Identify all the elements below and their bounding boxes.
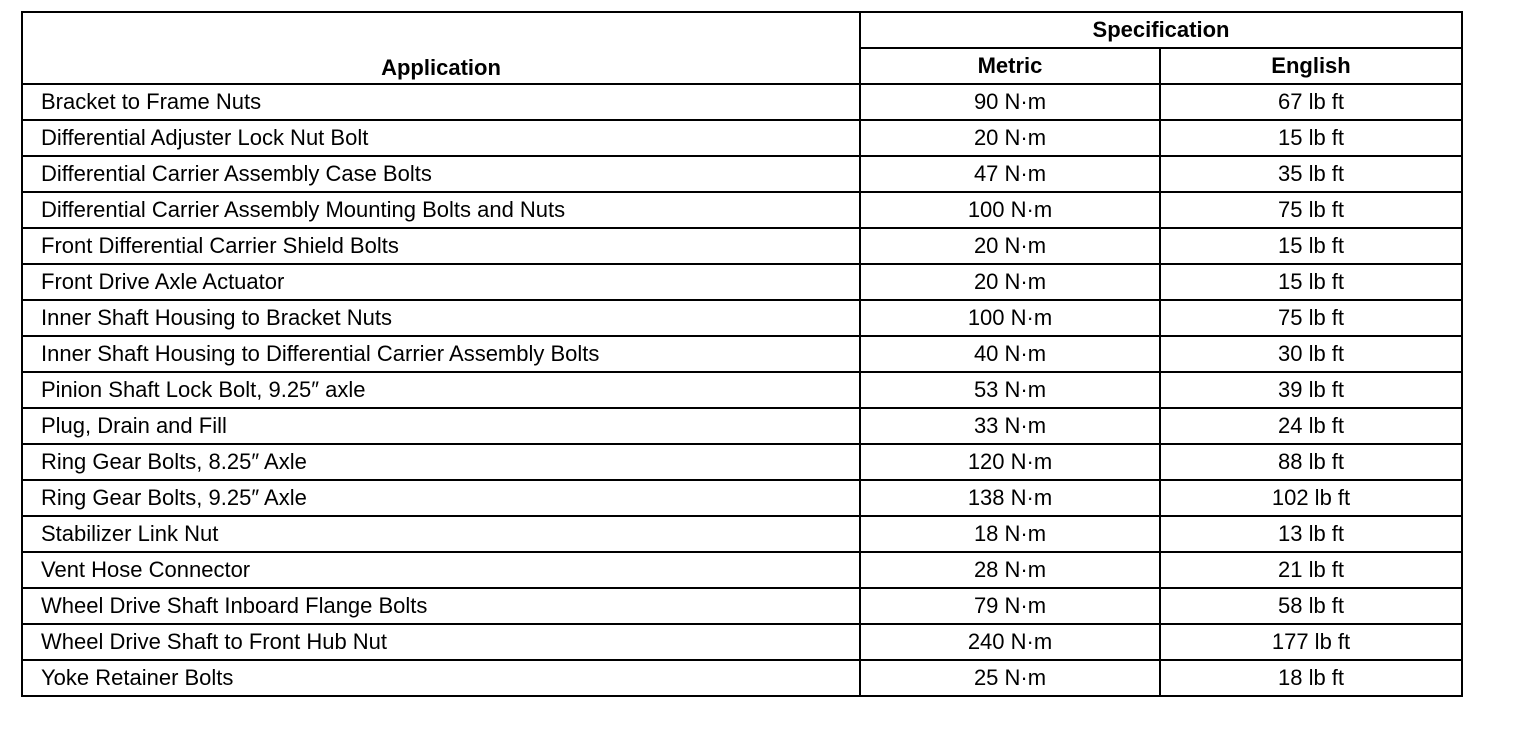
metric-cell: 240 N·m [860, 624, 1160, 660]
english-cell: 18 lb ft [1160, 660, 1462, 696]
metric-cell: 120 N·m [860, 444, 1160, 480]
table-row [22, 660, 1462, 696]
table-row [22, 444, 1462, 480]
table-row [22, 588, 1462, 624]
english-cell: 177 lb ft [1160, 624, 1462, 660]
table-row [22, 156, 1462, 192]
table-row [22, 192, 1462, 228]
english-cell: 15 lb ft [1160, 120, 1462, 156]
metric-header: Metric [860, 48, 1160, 84]
metric-cell: 28 N·m [860, 552, 1160, 588]
metric-cell: 20 N·m [860, 228, 1160, 264]
application-cell: Plug, Drain and Fill [22, 408, 860, 444]
english-cell: 67 lb ft [1160, 84, 1462, 120]
application-cell: Differential Adjuster Lock Nut Bolt [22, 120, 860, 156]
english-cell: 75 lb ft [1160, 192, 1462, 228]
table-row [22, 120, 1462, 156]
application-header: Application [22, 12, 860, 84]
table-body [22, 84, 1462, 696]
metric-cell: 79 N·m [860, 588, 1160, 624]
english-cell: 13 lb ft [1160, 516, 1462, 552]
metric-cell: 40 N·m [860, 336, 1160, 372]
metric-cell: 20 N·m [860, 120, 1160, 156]
table-row [22, 228, 1462, 264]
english-cell: 88 lb ft [1160, 444, 1462, 480]
table-row [22, 624, 1462, 660]
table-row [22, 372, 1462, 408]
application-cell: Front Differential Carrier Shield Bolts [22, 228, 860, 264]
application-cell: Yoke Retainer Bolts [22, 660, 860, 696]
application-cell: Vent Hose Connector [22, 552, 860, 588]
metric-cell: 90 N·m [860, 84, 1160, 120]
metric-cell: 100 N·m [860, 192, 1160, 228]
table-header [22, 12, 1462, 84]
table-row [22, 300, 1462, 336]
metric-cell: 20 N·m [860, 264, 1160, 300]
application-cell: Wheel Drive Shaft to Front Hub Nut [22, 624, 860, 660]
english-cell: 39 lb ft [1160, 372, 1462, 408]
application-cell: Pinion Shaft Lock Bolt, 9.25″ axle [22, 372, 860, 408]
english-cell: 15 lb ft [1160, 228, 1462, 264]
application-cell: Ring Gear Bolts, 9.25″ Axle [22, 480, 860, 516]
application-cell: Bracket to Frame Nuts [22, 84, 860, 120]
application-cell: Inner Shaft Housing to Differential Carrier Assembly Bolts [22, 336, 860, 372]
english-cell: 15 lb ft [1160, 264, 1462, 300]
english-cell: 35 lb ft [1160, 156, 1462, 192]
metric-cell: 138 N·m [860, 480, 1160, 516]
table-row [22, 480, 1462, 516]
table-row [22, 84, 1462, 120]
metric-cell: 18 N·m [860, 516, 1160, 552]
application-cell: Differential Carrier Assembly Case Bolts [22, 156, 860, 192]
metric-cell: 47 N·m [860, 156, 1160, 192]
application-cell: Front Drive Axle Actuator [22, 264, 860, 300]
english-header: English [1160, 48, 1462, 84]
metric-cell: 33 N·m [860, 408, 1160, 444]
english-cell: 21 lb ft [1160, 552, 1462, 588]
metric-cell: 25 N·m [860, 660, 1160, 696]
metric-cell: 53 N·m [860, 372, 1160, 408]
torque-spec-table [21, 11, 1463, 697]
application-cell: Differential Carrier Assembly Mounting Bolts and Nuts [22, 192, 860, 228]
table-row [22, 336, 1462, 372]
english-cell: 24 lb ft [1160, 408, 1462, 444]
application-cell: Ring Gear Bolts, 8.25″ Axle [22, 444, 860, 480]
table-row [22, 264, 1462, 300]
metric-cell: 100 N·m [860, 300, 1160, 336]
english-cell: 102 lb ft [1160, 480, 1462, 516]
application-cell: Inner Shaft Housing to Bracket Nuts [22, 300, 860, 336]
english-cell: 58 lb ft [1160, 588, 1462, 624]
table-row [22, 516, 1462, 552]
specification-header: Specification [860, 12, 1462, 48]
application-cell: Wheel Drive Shaft Inboard Flange Bolts [22, 588, 860, 624]
application-cell: Stabilizer Link Nut [22, 516, 860, 552]
header-row-top [22, 12, 1462, 48]
table-row [22, 408, 1462, 444]
english-cell: 75 lb ft [1160, 300, 1462, 336]
english-cell: 30 lb ft [1160, 336, 1462, 372]
table-row [22, 552, 1462, 588]
